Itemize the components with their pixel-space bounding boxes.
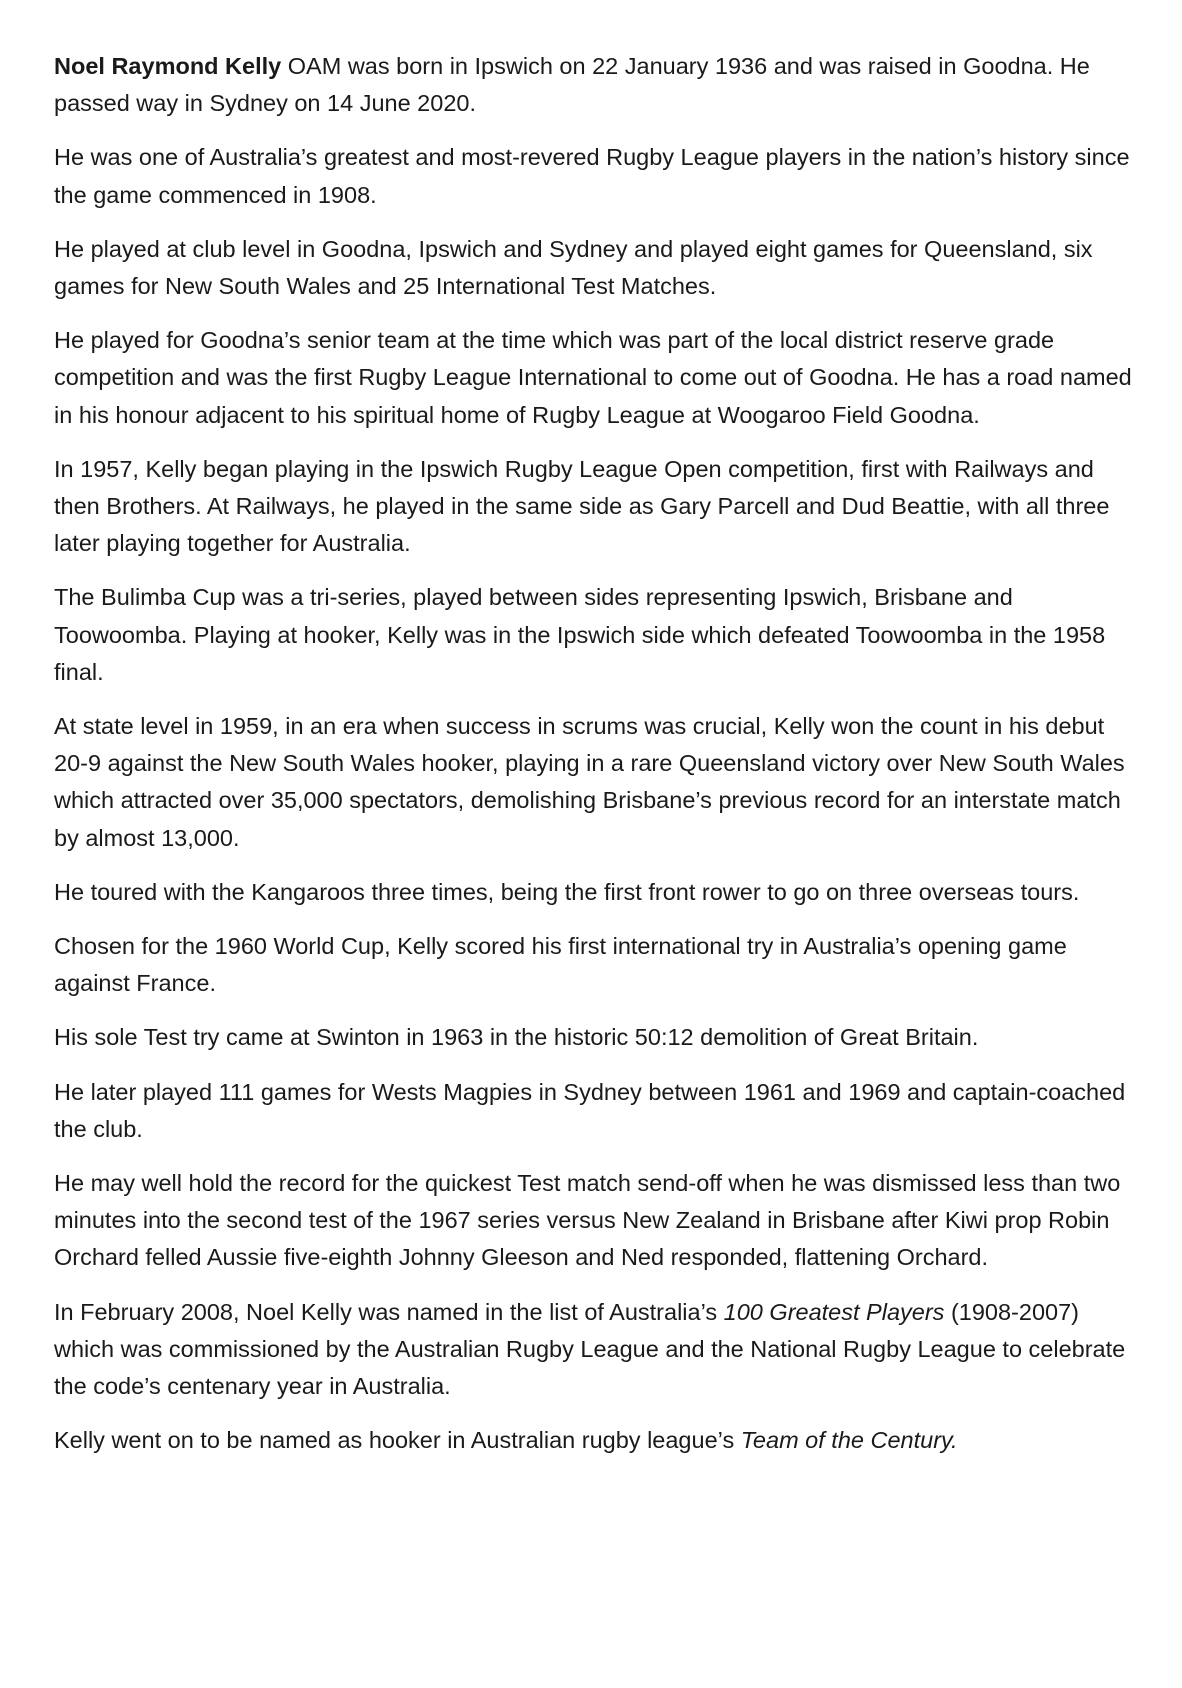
paragraph-intro: [54, 48, 1134, 122]
paragraph-bulimba-cup: The Bulimba Cup was a tri-series, played between sides representing Ipswich, Brisbane and Toowoomba. Playing at hooker, Kelly was in the Ipswich side which defeated Toowoomba in the 1958 final.: [54, 584, 1106, 685]
greatest-players-before: In February 2008, Noel Kelly was named in the list of Australia’s: [54, 1298, 724, 1325]
paragraph-test-try: His sole Test try came at Swinton in 1963 in the historic 50:12 demolition of Great Britain.: [54, 1024, 979, 1051]
greatest-players-title: 100 Greatest Players: [723, 1298, 945, 1325]
paragraph-wests-magpies: He later played 111 games for Wests Magpies in Sydney between 1961 and 1969 and captain-coached the club.: [54, 1078, 1126, 1142]
paragraph-send-off: He may well hold the record for the quickest Test match send-off when he was dismissed less than two minutes into the second test of the 1967 series versus New Zealand in Brisbane after Kiwi prop Robin Orchard felled Aussie five-eighth Johnny Gleeson and Ned responded, flattening Orchard.: [54, 1170, 1121, 1271]
paragraph-kangaroos: He toured with the Kangaroos three times, being the first front rower to go on three overseas tours.: [54, 878, 1080, 905]
paragraph-team-of-century: [54, 1422, 1134, 1459]
paragraph-club-level: He played at club level in Goodna, Ipswich and Sydney and played eight games for Queensland, six games for New South Wales and 25 International Test Matches.: [54, 235, 1093, 300]
document-body: [54, 48, 1134, 1477]
subject-name: Noel Raymond Kelly: [54, 53, 282, 79]
greatest-players-after: (1908-2007) which was commissioned by the Australian Rugby League and the National Rugby League to celebrate the code’s centenary year in Australia.: [54, 1298, 1126, 1400]
intro-text: OAM was born in Ipswich on 22 January 1936 and was raised in Goodna. He passed way in Sydney on 14 June 2020.: [54, 53, 1090, 117]
team-of-century-before: Kelly went on to be named as hooker in Australian rugby league’s: [54, 1427, 741, 1454]
team-of-century-title: Team of the Century.: [740, 1427, 958, 1454]
paragraph-goodna: He played for Goodna’s senior team at the time which was part of the local district reserve grade competition and was the first Rugby League International to come out of Goodna. He has a road named in his honour adjacent to his spiritual home of Rugby League at Woogaroo Field Goodna.: [54, 327, 1132, 428]
paragraph-world-cup: Chosen for the 1960 World Cup, Kelly scored his first international try in Australia’s opening game against France.: [54, 933, 1067, 997]
paragraph-greatest-players: [54, 1294, 1134, 1406]
paragraph-legacy: He was one of Australia’s greatest and most-revered Rugby League players in the nation’s history since the game commenced in 1908.: [54, 144, 1130, 208]
paragraph-ipswich-1957: In 1957, Kelly began playing in the Ipswich Rugby League Open competition, first with Railways and then Brothers. At Railways, he played in the same side as Gary Parcell and Dud Beattie, with all three later playing together for Australia.: [54, 455, 1110, 557]
paragraph-state-level: At state level in 1959, in an era when success in scrums was crucial, Kelly won the count in his debut 20-9 against the New South Wales hooker, playing in a rare Queensland victory over New South Wales which attracted over 35,000 spectators, demolishing Brisbane’s previous record for an interstate match by almost 13,000.: [54, 713, 1125, 851]
